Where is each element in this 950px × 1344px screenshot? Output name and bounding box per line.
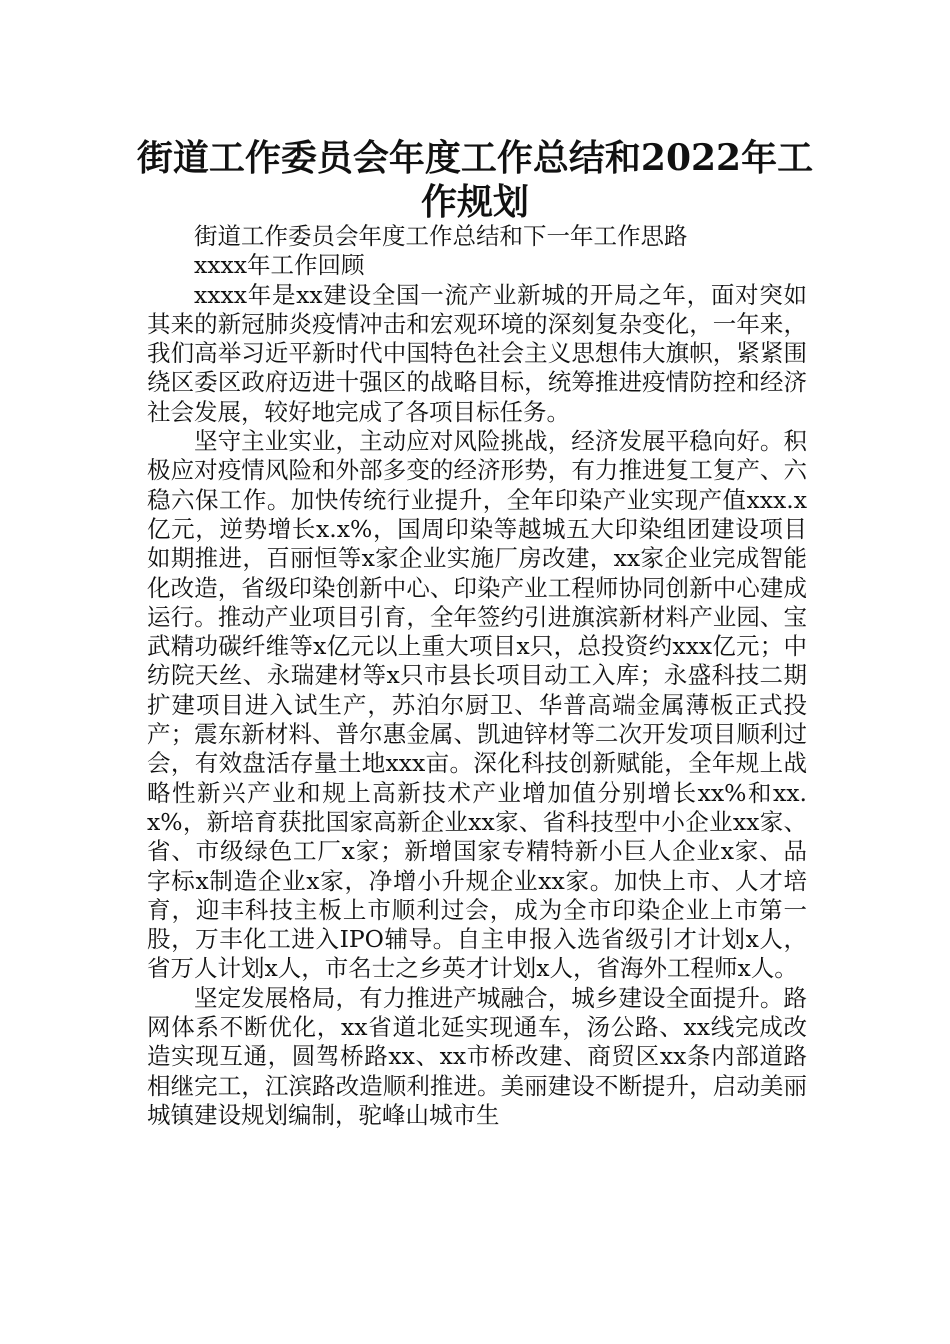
subtitle-paragraph: 街道工作委员会年度工作总结和下一年工作思路 xyxy=(194,222,688,250)
body-paragraph: 坚定发展格局，有力推进产城融合，城乡建设全面提升。路网体系不断优化，xx省道北延实现通车，汤公路、xx线完成改造实现互通，圆驾桥路xx、xx市桥改建、商贸区xx条内部道路相继完工，江滨路改造顺利推进。美丽建设不断提升，启动美丽城镇建设规划编制，驼峰山城市生 xyxy=(147,983,807,1129)
body-paragraph: 坚守主业实业，主动应对风险挑战，经济发展平稳向好。积极应对疫情风险和外部多变的经济形势，有力推进复工复产、六稳六保工作。加快传统行业提升，全年印染产业实现产值xxx.x亿元，逆势增长x.x%，国周印染等越城五大印染组团建设项目如期推进，百丽恒等x家企业实施厂房改建，xx家企业完成智能化改造，省级印染创新中心、印染产业工程师协同创新中心建成运行。推动产业项目引育，全年签约引进旗滨新材料产业园、宝武精功碳纤维等x亿元以上重大项目x只，总投资约xxx亿元；中纺院天丝、永瑞建材等x只市县长项目动工入库；永盛科技二期扩建项目进入试生产，苏泊尔厨卫、华普高端金属薄板正式投产；震东新材料、普尔惠金属、凯迪锌材等二次开发项目顺利过会，有效盘活存量土地xxx亩。深化科技创新赋能，全年规上战略性新兴产业和规上高新技术产业增加值分别增长xx%和xx.x%，新培育获批国家高新企业xx家、省科技型中小企业xx家、省、市级绿色工厂x家；新增国家专精特新小巨人企业x家、品字标x制造企业x家，净增小升规企业xx家。加快上市、人才培育，迎丰科技主板上市顺利过会，成为全市印染企业上市第一股，万丰化工进入IPO辅导。自主申报入选省级引才计划x人，省万人计划x人，市名士之乡英才计划x人，省海外工程师x人。 xyxy=(147,427,807,983)
document-title: 街道工作委员会年度工作总结和2022年工作规划 xyxy=(136,137,814,223)
body-paragraph: xxxx年是xx建设全国一流产业新城的开局之年，面对突如其来的新冠肺炎疫情冲击和宏观环境的深刻复杂变化，一年来，我们高举习近平新时代中国特色社会主义思想伟大旗帜，紧紧围绕区委区政府迈进十强区的战略目标，统筹推进疫情防控和经济社会发展，较好地完成了各项目标任务。 xyxy=(147,280,807,426)
document-body xyxy=(147,222,807,1130)
section-heading: xxxx年工作回顾 xyxy=(194,251,365,280)
